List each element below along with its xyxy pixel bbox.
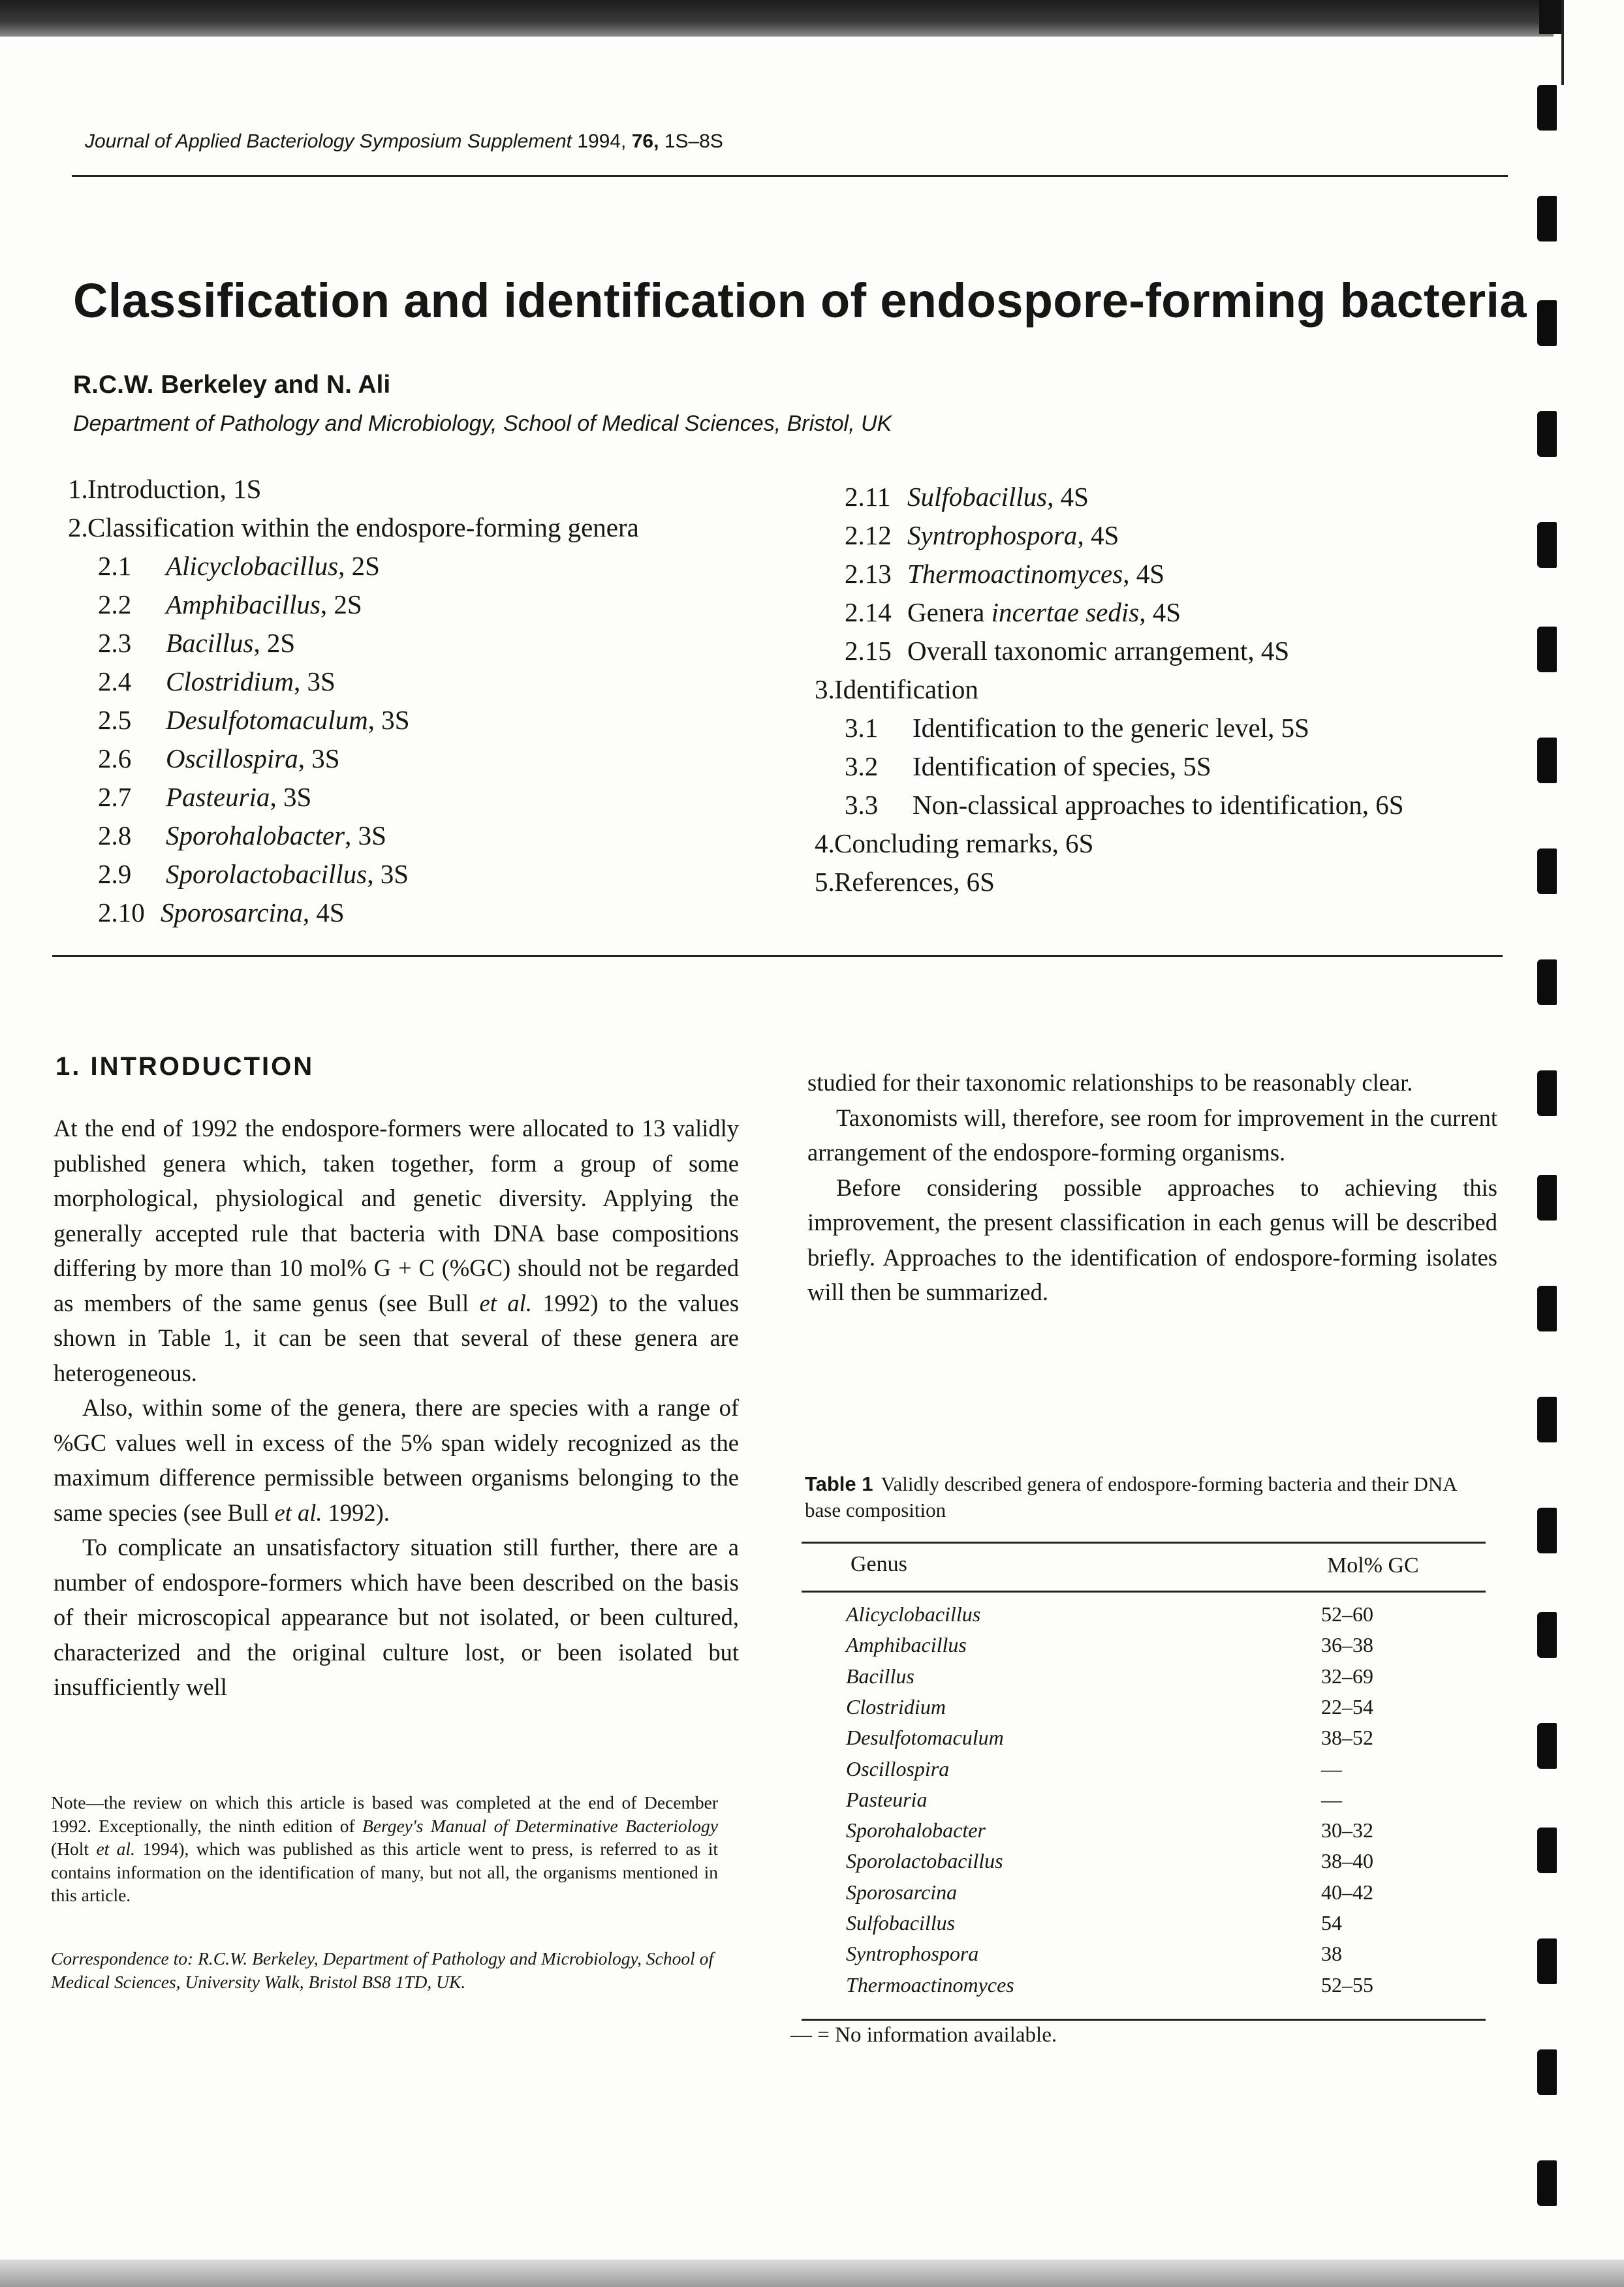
binding-mark	[1537, 1508, 1557, 1553]
binding-mark	[1537, 1828, 1557, 1873]
contents-number: 2.9	[98, 859, 132, 889]
table-header-genus: Genus	[851, 1552, 907, 1576]
contents-number: 1.	[68, 474, 88, 504]
binding-mark	[1537, 1723, 1557, 1769]
contents-number: 2.15	[845, 636, 892, 666]
contents-page: , 3S	[270, 782, 312, 812]
contents-number: 2.4	[98, 666, 132, 696]
contents-text: Classification within the endospore-forming genera	[87, 512, 639, 542]
contents-page: , 4S	[1077, 520, 1119, 550]
binding-mark	[1537, 848, 1557, 894]
contents-text: Amphibacillus	[166, 589, 320, 619]
table-cell-molgc: 54	[1321, 1911, 1342, 1935]
journal-volume: 76,	[631, 131, 659, 152]
contents-page: , 3S	[298, 743, 340, 773]
table-footnote: — = No information available.	[790, 2023, 1057, 2047]
contents-text: Overall taxonomic arrangement, 4S	[907, 636, 1290, 666]
body-column-right	[807, 1065, 1497, 1310]
contents-entry	[815, 824, 1404, 863]
table-caption	[805, 1471, 1484, 1523]
contents-text: Oscillospira	[166, 743, 298, 773]
contents-page: , 3S	[345, 820, 386, 850]
table-row	[846, 1788, 1466, 1818]
intro-paragraph-5: Before considering possible approaches to achieving this improvement, the present classification in each genus will be described briefly. Approaches to the identification of endospore-forming isolates will then be summarized.	[807, 1174, 1497, 1305]
contents-text: Sporohalobacter	[166, 820, 345, 850]
contents-number: 2.6	[98, 743, 132, 773]
contents-entry	[68, 817, 639, 855]
contents-text: Identification to the generic level, 5S	[913, 713, 1309, 743]
contents-entry	[68, 470, 639, 508]
contents-text: Desulfotomaculum	[166, 705, 368, 735]
contents-page: , 3S	[367, 859, 409, 889]
table-header-rule	[802, 1591, 1486, 1593]
binding-mark	[1537, 1397, 1557, 1442]
contents-text: Pasteuria	[166, 782, 270, 812]
table-cell-genus: Pasteuria	[846, 1787, 928, 1811]
table-cell-molgc: 36–38	[1321, 1633, 1373, 1657]
contents-text: Non-classical approaches to identification, 6S	[913, 790, 1404, 820]
binding-mark	[1537, 411, 1557, 457]
article-affiliation: Department of Pathology and Microbiology, School of Medical Sciences, Bristol, UK	[73, 411, 892, 436]
binding-mark	[1537, 959, 1557, 1005]
table-cell-molgc: 38–40	[1321, 1849, 1373, 1873]
contents-entry	[815, 863, 1404, 901]
contents-entry	[815, 555, 1404, 593]
contents-number: 2.10	[98, 897, 145, 927]
contents-entry	[815, 786, 1404, 824]
contents-text: Sulfobacillus	[907, 482, 1048, 512]
contents-entry	[815, 632, 1404, 670]
journal-citation	[85, 131, 723, 153]
contents-text: Sporosarcina	[161, 897, 303, 927]
table-cell-genus: Syntrophospora	[846, 1942, 979, 1966]
contents-text: Alicyclobacillus	[166, 551, 339, 581]
contents-text-italic: incertae sedis	[991, 597, 1140, 627]
contents-number: 3.1	[845, 713, 879, 743]
article-authors: R.C.W. Berkeley and N. Ali	[73, 371, 391, 399]
table-row	[846, 1911, 1466, 1942]
contents-text: Genera	[907, 597, 992, 627]
table-cell-genus: Sulfobacillus	[846, 1911, 956, 1935]
contents-entry	[68, 894, 639, 932]
table-row	[846, 1664, 1466, 1695]
contents-left-column	[68, 470, 639, 932]
header-rule	[72, 175, 1508, 177]
contents-entry	[68, 778, 639, 817]
contents-entry	[68, 585, 639, 624]
table-cell-genus: Sporohalobacter	[846, 1818, 986, 1843]
contents-number: 2.5	[98, 705, 132, 735]
binding-mark	[1537, 1070, 1557, 1116]
intro-paragraph-1: At the end of 1992 the endospore-formers were allocated to 13 validly published genera which, taken together, form a group of some morphological, physiological and genetic diversity. Applying the generally accepted rule that bacteria with DNA base compositions differing by more than 10 mol% G + C (%GC) should not be regarded as members of the same genus (see Bull et al. 1992) to the values shown in Table 1, it can be seen that several of these genera are heterogeneous.	[54, 1115, 740, 1386]
contents-number: 2.7	[98, 782, 132, 812]
binding-mark	[1537, 522, 1557, 568]
table-row	[846, 1726, 1466, 1756]
contents-text: References, 6S	[834, 867, 995, 897]
intro-paragraph-2: Also, within some of the genera, there are species with a range of %GC values well in excess of the 5% span widely recognized as the maximum difference permissible between organisms belonging to the same species (see Bull et al. 1992).	[54, 1394, 739, 1526]
contents-entry	[68, 547, 639, 585]
contents-number: 2.11	[845, 482, 891, 512]
journal-pages: 1S–8S	[664, 131, 723, 152]
contents-page: , 2S	[320, 589, 362, 619]
article-note: Note—the review on which this article is based was completed at the end of December 1992. Exceptionally, the ninth edition of Bergey's Manual of Determinative Bacteriology (Holt et al. 1994), which was published as this article went to press, is referred to as it contains information on the identification of many, but not all, the organisms mentioned in this article.	[51, 1792, 719, 1905]
contents-number: 3.	[815, 674, 835, 704]
contents-entry	[815, 670, 1404, 709]
table-header-molgc: Mol% GC	[1327, 1553, 1419, 1578]
contents-number: 3.3	[845, 790, 879, 820]
contents-number: 2.1	[98, 551, 132, 581]
contents-text: Thermoactinomyces	[907, 559, 1123, 589]
contents-page: , 3S	[367, 705, 410, 735]
scan-edge-top	[0, 0, 1554, 37]
contents-page: , 4S	[1139, 597, 1181, 627]
intro-paragraph-3-continued: studied for their taxonomic relationships to be reasonably clear.	[807, 1069, 1413, 1096]
contents-page: , 4S	[1047, 482, 1089, 512]
binding-mark	[1537, 738, 1557, 783]
contents-number: 2.14	[845, 597, 892, 627]
contents-text: Identification	[834, 674, 978, 704]
article-title: Classification and identification of endospore-forming bacteria	[73, 273, 1527, 328]
table-caption-text: Validly described genera of endospore-forming bacteria and their DNA base composition	[805, 1472, 1456, 1521]
contents-text: Sporolactobacillus	[166, 859, 367, 889]
table-cell-molgc: 38–52	[1321, 1726, 1373, 1750]
contents-text: Syntrophospora	[907, 520, 1078, 550]
table-cell-molgc: —	[1321, 1787, 1342, 1811]
table-label: Table 1	[805, 1472, 873, 1495]
scan-edge-line	[1561, 0, 1564, 85]
binding-mark	[1537, 627, 1557, 672]
journal-title: Journal of Applied Bacteriology Symposium Supplement	[85, 131, 572, 152]
table-row	[846, 1880, 1466, 1911]
contents-text: Clostridium	[166, 666, 294, 696]
contents-entry	[815, 593, 1404, 632]
contents-entry	[68, 662, 639, 701]
binding-mark	[1537, 2160, 1557, 2206]
contents-entry	[815, 709, 1404, 747]
contents-number: 5.	[815, 867, 835, 897]
contents-text: Identification of species, 5S	[913, 751, 1211, 781]
contents-entry	[815, 747, 1404, 786]
contents-number: 3.2	[845, 751, 879, 781]
contents-rule	[52, 955, 1503, 957]
contents-number: 2.12	[845, 520, 892, 550]
binding-mark	[1537, 2049, 1557, 2095]
binding-mark	[1537, 1175, 1557, 1221]
table-cell-molgc: 22–54	[1321, 1694, 1373, 1719]
contents-entry	[68, 739, 639, 778]
table-cell-molgc: 52–55	[1321, 1972, 1373, 1997]
contents-entry	[68, 701, 639, 739]
table-cell-genus: Sporolactobacillus	[846, 1849, 1003, 1873]
binding-mark	[1537, 1938, 1557, 1984]
contents-number: 2.3	[98, 628, 132, 658]
table-row	[846, 1818, 1466, 1849]
table-cell-genus: Bacillus	[846, 1664, 914, 1688]
section-heading: 1. INTRODUCTION	[55, 1052, 315, 1081]
table-row	[846, 1942, 1466, 1972]
table-cell-genus: Clostridium	[846, 1694, 946, 1719]
binding-mark	[1537, 85, 1557, 131]
table-cell-genus: Sporosarcina	[846, 1880, 958, 1904]
contents-entry	[815, 516, 1404, 555]
table-bottom-rule	[802, 2019, 1486, 2021]
table-cell-genus: Alicyclobacillus	[846, 1602, 981, 1626]
contents-page: , 2S	[338, 551, 380, 581]
table-cell-molgc: 52–60	[1321, 1602, 1373, 1626]
table-cell-genus: Amphibacillus	[846, 1633, 967, 1657]
scan-corner-mark	[1539, 0, 1564, 34]
table-cell-molgc: 38	[1321, 1942, 1342, 1966]
table-cell-molgc: 30–32	[1321, 1818, 1373, 1843]
binding-mark	[1537, 300, 1557, 346]
table-row	[846, 1602, 1466, 1633]
table-cell-molgc: 40–42	[1321, 1880, 1373, 1904]
contents-page: , 4S	[302, 897, 345, 927]
table-cell-molgc: 32–69	[1321, 1664, 1373, 1688]
scan-edge-bottom	[0, 2260, 1624, 2287]
contents-number: 2.	[68, 512, 88, 542]
intro-paragraph-4: Taxonomists will, therefore, see room for improvement in the current arrangement of the endospore-forming organisms.	[807, 1104, 1497, 1166]
table-cell-genus: Oscillospira	[846, 1756, 950, 1781]
contents-text: Introduction, 1S	[87, 474, 262, 504]
contents-number: 2.8	[98, 820, 132, 850]
journal-year: 1994,	[577, 131, 627, 152]
table-top-rule	[802, 1542, 1486, 1544]
correspondence-address: R.C.W. Berkeley, Department of Pathology and Microbiology, School of Medical Sciences, University Walk, Bristol BS8 1TD, UK.	[51, 1948, 714, 1992]
binding-mark	[1537, 196, 1557, 241]
table-cell-molgc: —	[1321, 1756, 1342, 1781]
contents-number: 2.2	[98, 589, 132, 619]
table-row	[846, 1695, 1466, 1726]
contents-text: Bacillus	[166, 628, 254, 658]
table-row	[846, 1973, 1466, 2004]
table-cell-genus: Desulfotomaculum	[846, 1726, 1004, 1750]
correspondence-label: Correspondence to:	[51, 1948, 194, 1968]
body-column-left	[54, 1111, 739, 1705]
contents-page: , 3S	[293, 666, 336, 696]
contents-page: , 4S	[1123, 559, 1165, 589]
binding-mark	[1537, 1612, 1557, 1658]
contents-page: , 2S	[253, 628, 296, 658]
contents-number: 2.13	[845, 559, 892, 589]
binding-mark	[1537, 1286, 1557, 1331]
table-row	[846, 1757, 1466, 1788]
intro-paragraph-3: To complicate an unsatisfactory situation still further, there are a number of endospore-formers which have been described on the basis of their microscopical appearance but not isolated, or been cultured, characterized and the original culture lost, or been isolated but insufficiently well	[54, 1534, 739, 1700]
table-cell-genus: Thermoactinomyces	[846, 1972, 1014, 1997]
contents-entry	[68, 855, 639, 894]
contents-entry	[68, 508, 639, 547]
contents-entry	[68, 624, 639, 662]
contents-right-column	[815, 478, 1404, 901]
table-row	[846, 1633, 1466, 1664]
contents-entry	[815, 478, 1404, 516]
correspondence	[51, 1947, 718, 1993]
contents-number: 4.	[815, 828, 835, 858]
table-row	[846, 1849, 1466, 1880]
contents-text: Concluding remarks, 6S	[834, 828, 1094, 858]
